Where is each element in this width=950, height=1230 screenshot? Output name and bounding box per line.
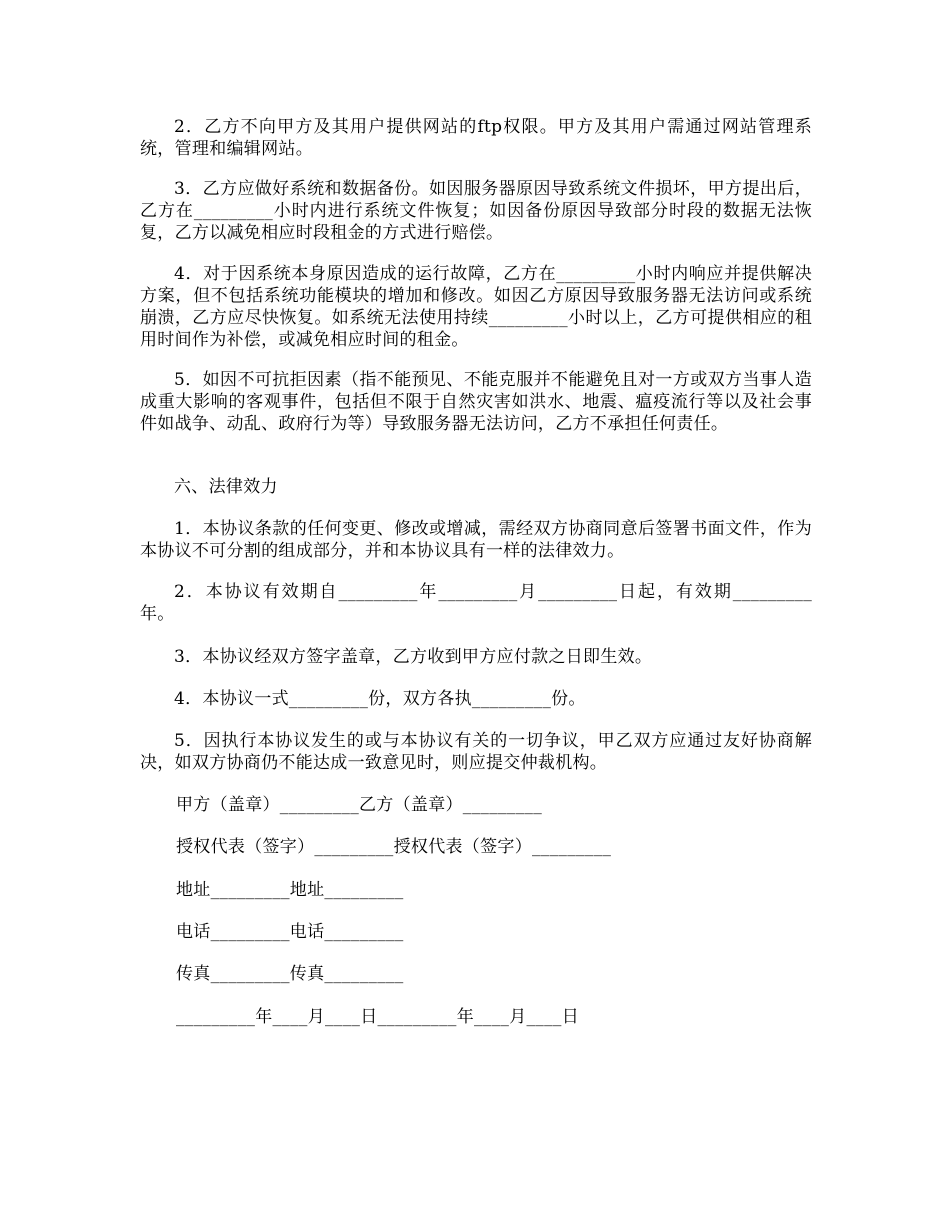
clause-5-5: 5．如因不可抗拒因素（指不能预见、不能克服并不能避免且对一方或双方当事人造成重大影响的客观事件，包括但不限于自然灾害如洪水、地震、瘟疫流行等以及社会事件如战争、动乱、政府行为等）导致服务器无法访问，乙方不承担任何责任。 — [140, 370, 812, 434]
signature-date-line: _________年____月____日_________年____月____日 — [176, 1007, 579, 1027]
clause-5-3: 3．乙方应做好系统和数据备份。如因服务器原因导致系统文件损坏，甲方提出后，乙方在_________小时内进行系统文件恢复；如因备份原因导致部分时段的数据无法恢复，乙方以减免相应时段租金的方式进行赔偿。 — [140, 179, 812, 243]
clause-6-3: 3．本协议经双方签字盖章，乙方收到甲方应付款之日即生效。 — [174, 647, 653, 667]
clause-6-1: 1．本协议条款的任何变更、修改或增减，需经双方协商同意后签署书面文件，作为本协议不可分割的组成部分，并和本协议具有一样的法律效力。 — [140, 519, 812, 561]
section-heading-legal-effect: 六、法律效力 — [174, 477, 278, 497]
clause-6-4: 4．本协议一式_________份，双方各执_________份。 — [174, 689, 586, 709]
clause-6-5: 5．因执行本协议发生的或与本协议有关的一切争议，甲乙双方应通过友好协商解决，如双方协商仍不能达成一致意见时，则应提交仲裁机构。 — [140, 731, 812, 773]
clause-5-4: 4．对于因系统本身原因造成的运行故障，乙方在_________小时内响应并提供解决方案，但不包括系统功能模块的增加和修改。如因乙方原因导致服务器无法访问或系统崩溃，乙方应尽快恢复。如系统无法使用持续_________小时以上，乙方可提供相应的租用时间作为补偿，或减免相应时间的租金。 — [140, 264, 812, 350]
clause-5-2: 2．乙方不向甲方及其用户提供网站的ftp权限。甲方及其用户需通过网站管理系统，管理和编辑网站。 — [140, 117, 812, 159]
signature-representative-line: 授权代表（签字）_________授权代表（签字）_________ — [176, 837, 612, 857]
signature-seal-line: 甲方（盖章）_________乙方（盖章）_________ — [176, 795, 542, 815]
signature-phone-line: 电话_________电话_________ — [176, 922, 404, 942]
signature-address-line: 地址_________地址_________ — [176, 880, 404, 900]
clause-6-2: 2．本协议有效期自_________年_________月_________日起，有效期_________年。 — [140, 582, 812, 624]
signature-fax-line: 传真_________传真_________ — [176, 964, 404, 984]
